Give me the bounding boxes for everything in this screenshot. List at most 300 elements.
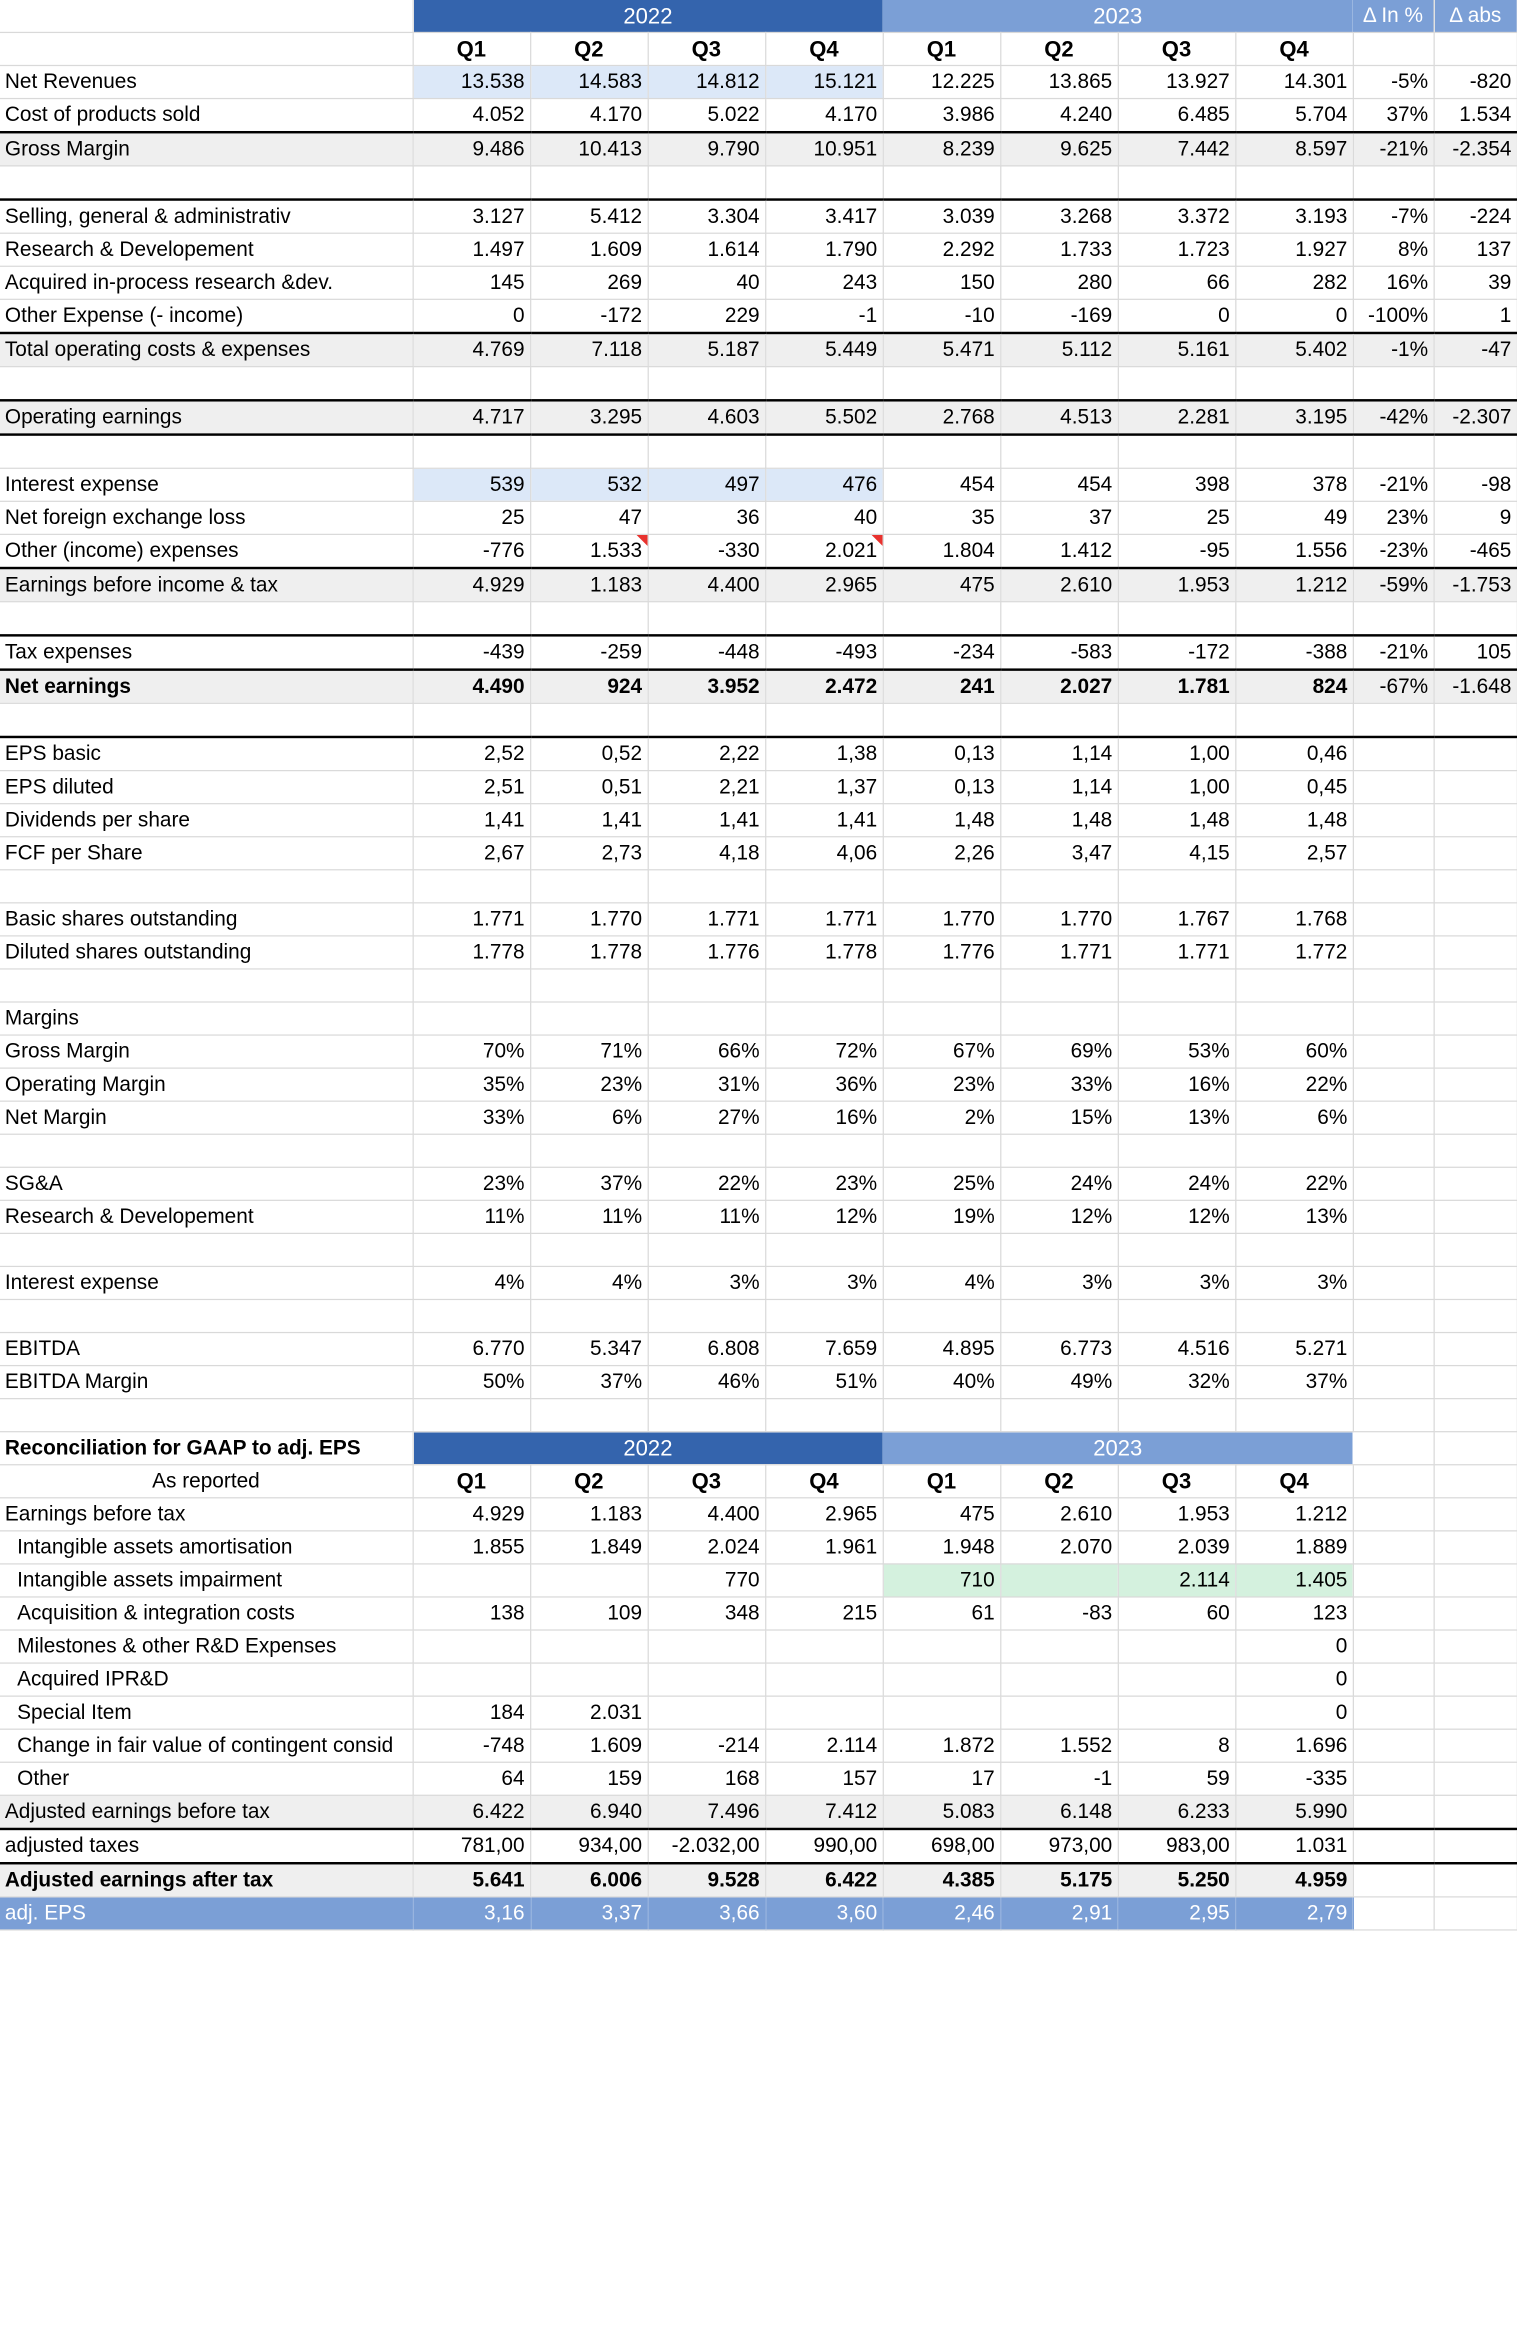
cell[interactable]: -47 — [1434, 333, 1517, 367]
cell[interactable] — [1434, 1432, 1517, 1465]
cell[interactable] — [0, 32, 413, 65]
cell[interactable] — [1353, 1167, 1434, 1200]
quarter-header[interactable]: Q4 — [765, 1465, 883, 1498]
cell[interactable] — [883, 1002, 1001, 1035]
cell[interactable] — [1434, 1696, 1517, 1729]
cell[interactable]: 0,45 — [1235, 771, 1353, 804]
cell[interactable] — [1434, 32, 1517, 65]
cell[interactable] — [1353, 1200, 1434, 1233]
cell[interactable]: -259 — [530, 635, 648, 669]
quarter-header[interactable]: Q1 — [883, 32, 1001, 65]
cell[interactable] — [1434, 1101, 1517, 1134]
cell[interactable]: 3.417 — [765, 200, 883, 234]
cell[interactable]: -234 — [883, 635, 1001, 669]
cell[interactable]: 2,46 — [883, 1897, 1001, 1930]
cell[interactable]: 532 — [530, 468, 648, 501]
cell[interactable]: -7% — [1353, 200, 1434, 234]
cell[interactable] — [1235, 1233, 1353, 1266]
cell[interactable]: 0 — [413, 299, 531, 333]
cell[interactable]: 934,00 — [530, 1829, 648, 1863]
cell[interactable]: 3.039 — [883, 200, 1001, 234]
cell[interactable]: 11% — [530, 1200, 648, 1233]
cell[interactable] — [1434, 1564, 1517, 1597]
cell[interactable]: 33% — [413, 1101, 531, 1134]
cell[interactable]: 9.528 — [648, 1863, 766, 1897]
cell[interactable] — [1235, 367, 1353, 401]
cell[interactable] — [1118, 166, 1236, 200]
cell[interactable]: 0 — [1118, 299, 1236, 333]
cell[interactable] — [765, 703, 883, 737]
quarter-header[interactable]: Q4 — [1235, 32, 1353, 65]
cell[interactable]: 24% — [1000, 1167, 1118, 1200]
cell[interactable]: 6.148 — [1000, 1795, 1118, 1829]
cell[interactable] — [1000, 1134, 1118, 1167]
cell[interactable]: 59 — [1118, 1762, 1236, 1795]
cell[interactable] — [413, 1002, 531, 1035]
recon-title[interactable]: Reconciliation for GAAP to adj. EPS — [0, 1432, 413, 1465]
cell[interactable]: 0,13 — [883, 737, 1001, 771]
cell[interactable] — [413, 367, 531, 401]
quarter-header[interactable]: Q4 — [1235, 1465, 1353, 1498]
cell[interactable] — [413, 1663, 531, 1696]
cell[interactable] — [1118, 1696, 1236, 1729]
cell[interactable]: 5.271 — [1235, 1333, 1353, 1366]
cell[interactable]: 1.790 — [765, 233, 883, 266]
cell[interactable]: 1.031 — [1235, 1829, 1353, 1863]
row-label[interactable]: SG&A — [0, 1167, 413, 1200]
cell[interactable] — [765, 166, 883, 200]
cell[interactable] — [1434, 771, 1517, 804]
row-label[interactable]: Net foreign exchange loss — [0, 501, 413, 534]
cell[interactable]: 476 — [765, 468, 883, 501]
cell[interactable]: 1.855 — [413, 1531, 531, 1564]
cell[interactable] — [1353, 1399, 1434, 1432]
recon-year-2023-header[interactable]: 2023 — [883, 1432, 1353, 1465]
cell[interactable] — [1434, 936, 1517, 969]
cell[interactable]: -1.753 — [1434, 568, 1517, 602]
cell[interactable] — [1434, 1167, 1517, 1200]
cell[interactable] — [1434, 1597, 1517, 1630]
cell[interactable] — [648, 1002, 766, 1035]
cell[interactable]: 2.031 — [530, 1696, 648, 1729]
cell[interactable]: 0 — [1235, 299, 1353, 333]
row-label[interactable]: Earnings before tax — [0, 1498, 413, 1531]
cell[interactable]: -388 — [1235, 635, 1353, 669]
cell[interactable]: 16% — [1353, 266, 1434, 299]
cell[interactable] — [530, 870, 648, 903]
cell[interactable] — [1353, 1795, 1434, 1829]
row-label[interactable]: Diluted shares outstanding — [0, 936, 413, 969]
cell[interactable] — [1235, 969, 1353, 1002]
cell[interactable] — [1434, 870, 1517, 903]
cell[interactable]: 5.250 — [1118, 1863, 1236, 1897]
cell[interactable]: 215 — [765, 1597, 883, 1630]
delta-pct-header[interactable]: Δ In % — [1353, 0, 1434, 32]
cell[interactable] — [1434, 1399, 1517, 1432]
cell[interactable]: 5.412 — [530, 200, 648, 234]
cell[interactable] — [883, 435, 1001, 469]
cell[interactable] — [530, 1399, 648, 1432]
cell[interactable]: 1.778 — [530, 936, 648, 969]
row-label[interactable]: Cost of products sold — [0, 99, 413, 133]
cell[interactable] — [1434, 435, 1517, 469]
cell[interactable]: 973,00 — [1000, 1829, 1118, 1863]
cell[interactable] — [648, 1696, 766, 1729]
row-label[interactable]: Acquisition & integration costs — [0, 1597, 413, 1630]
cell[interactable]: 12% — [765, 1200, 883, 1233]
cell[interactable]: 4% — [883, 1266, 1001, 1299]
cell[interactable]: 5.990 — [1235, 1795, 1353, 1829]
cell[interactable] — [765, 1299, 883, 1332]
cell[interactable]: 24% — [1118, 1167, 1236, 1200]
cell[interactable]: 3% — [1118, 1266, 1236, 1299]
cell[interactable] — [648, 1399, 766, 1432]
cell[interactable]: -214 — [648, 1729, 766, 1762]
cell[interactable]: -330 — [648, 534, 766, 568]
cell[interactable]: 1.776 — [648, 936, 766, 969]
cell[interactable] — [648, 1299, 766, 1332]
cell[interactable]: 4% — [413, 1266, 531, 1299]
cell[interactable]: 1,41 — [530, 804, 648, 837]
cell[interactable] — [648, 870, 766, 903]
cell[interactable]: -493 — [765, 635, 883, 669]
cell[interactable]: 824 — [1235, 670, 1353, 704]
row-label[interactable]: Intangible assets impairment — [0, 1564, 413, 1597]
cell[interactable]: -5% — [1353, 65, 1434, 98]
cell[interactable]: 4.170 — [765, 99, 883, 133]
cell[interactable]: 4.929 — [413, 1498, 531, 1531]
cell[interactable] — [530, 1002, 648, 1035]
row-label[interactable]: Acquired in-process research &dev. — [0, 266, 413, 299]
cell[interactable] — [1434, 1068, 1517, 1101]
cell[interactable]: 5.187 — [648, 333, 766, 367]
cell[interactable] — [1353, 1465, 1434, 1498]
cell[interactable]: 475 — [883, 1498, 1001, 1531]
cell[interactable]: -1.648 — [1434, 670, 1517, 704]
cell[interactable]: 12% — [1000, 1200, 1118, 1233]
cell[interactable]: 1,48 — [1000, 804, 1118, 837]
cell[interactable]: 2.070 — [1000, 1531, 1118, 1564]
cell[interactable]: 150 — [883, 266, 1001, 299]
cell[interactable]: 11% — [413, 1200, 531, 1233]
cell[interactable]: 1,41 — [648, 804, 766, 837]
cell[interactable] — [1118, 969, 1236, 1002]
cell[interactable]: 184 — [413, 1696, 531, 1729]
cell[interactable]: 37% — [1235, 1366, 1353, 1399]
cell[interactable] — [1353, 1266, 1434, 1299]
cell[interactable] — [1353, 602, 1434, 636]
cell[interactable] — [1434, 1630, 1517, 1663]
cell[interactable] — [1434, 1829, 1517, 1863]
cell[interactable]: 4.400 — [648, 568, 766, 602]
cell[interactable] — [1353, 771, 1434, 804]
cell[interactable] — [1118, 602, 1236, 636]
cell[interactable]: 5.112 — [1000, 333, 1118, 367]
cell[interactable]: 3.268 — [1000, 200, 1118, 234]
cell[interactable] — [1000, 602, 1118, 636]
cell[interactable]: 2,51 — [413, 771, 531, 804]
cell[interactable] — [1000, 969, 1118, 1002]
quarter-header[interactable]: Q3 — [648, 1465, 766, 1498]
cell[interactable] — [1000, 435, 1118, 469]
cell[interactable]: 0,51 — [530, 771, 648, 804]
cell[interactable]: 2,26 — [883, 837, 1001, 870]
cell[interactable] — [883, 166, 1001, 200]
cell[interactable]: 15.121 — [765, 65, 883, 98]
cell[interactable]: 1.953 — [1118, 1498, 1236, 1531]
cell[interactable] — [1434, 1729, 1517, 1762]
cell[interactable] — [1000, 870, 1118, 903]
cell[interactable]: 781,00 — [413, 1829, 531, 1863]
cell[interactable]: 61 — [883, 1597, 1001, 1630]
cell[interactable]: 13.865 — [1000, 65, 1118, 98]
cell[interactable]: 2.610 — [1000, 568, 1118, 602]
cell[interactable] — [530, 435, 648, 469]
cell[interactable]: 0,52 — [530, 737, 648, 771]
cell[interactable] — [413, 870, 531, 903]
cell[interactable]: 3.195 — [1235, 400, 1353, 434]
cell[interactable]: 1,48 — [1118, 804, 1236, 837]
cell[interactable] — [1434, 1333, 1517, 1366]
cell[interactable]: 2.965 — [765, 1498, 883, 1531]
row-label[interactable]: EBITDA Margin — [0, 1366, 413, 1399]
cell[interactable]: -1 — [765, 299, 883, 333]
cell[interactable] — [1353, 1663, 1434, 1696]
cell[interactable] — [1434, 703, 1517, 737]
cell[interactable]: 10.951 — [765, 132, 883, 166]
cell[interactable]: 539 — [413, 468, 531, 501]
cell[interactable] — [1434, 1200, 1517, 1233]
cell[interactable]: 4,15 — [1118, 837, 1236, 870]
cell[interactable] — [0, 969, 413, 1002]
cell[interactable]: 33% — [1000, 1068, 1118, 1101]
row-label[interactable]: EPS basic — [0, 737, 413, 771]
cell[interactable] — [413, 1630, 531, 1663]
cell[interactable]: 9.625 — [1000, 132, 1118, 166]
cell[interactable]: 1.771 — [413, 903, 531, 936]
cell[interactable]: 2.114 — [765, 1729, 883, 1762]
cell[interactable]: 1.212 — [1235, 568, 1353, 602]
cell[interactable]: 7.442 — [1118, 132, 1236, 166]
cell[interactable]: -820 — [1434, 65, 1517, 98]
cell[interactable]: 2,91 — [1000, 1897, 1118, 1930]
cell[interactable]: 37% — [530, 1167, 648, 1200]
cell[interactable]: 7.118 — [530, 333, 648, 367]
cell[interactable] — [1000, 1002, 1118, 1035]
cell[interactable]: 3% — [648, 1266, 766, 1299]
cell[interactable]: 454 — [883, 468, 1001, 501]
cell[interactable] — [883, 1299, 1001, 1332]
cell[interactable]: 5.402 — [1235, 333, 1353, 367]
cell[interactable]: 698,00 — [883, 1829, 1001, 1863]
cell[interactable]: 3,16 — [413, 1897, 531, 1930]
cell[interactable]: 49% — [1000, 1366, 1118, 1399]
cell[interactable]: 5.022 — [648, 99, 766, 133]
cell[interactable] — [1434, 1498, 1517, 1531]
cell[interactable]: 37% — [530, 1366, 648, 1399]
row-label[interactable]: Basic shares outstanding — [0, 903, 413, 936]
cell[interactable] — [648, 1663, 766, 1696]
cell[interactable] — [648, 1630, 766, 1663]
cell[interactable]: 2.281 — [1118, 400, 1236, 434]
cell[interactable]: 1.552 — [1000, 1729, 1118, 1762]
cell[interactable]: 990,00 — [765, 1829, 883, 1863]
cell[interactable] — [1353, 1597, 1434, 1630]
cell[interactable]: 348 — [648, 1597, 766, 1630]
cell[interactable]: 4,18 — [648, 837, 766, 870]
cell[interactable]: 13.927 — [1118, 65, 1236, 98]
cell[interactable] — [1434, 837, 1517, 870]
cell[interactable]: 47 — [530, 501, 648, 534]
row-label[interactable]: Other (income) expenses — [0, 534, 413, 568]
cell[interactable] — [1235, 1134, 1353, 1167]
cell[interactable] — [1235, 602, 1353, 636]
cell[interactable]: 229 — [648, 299, 766, 333]
cell[interactable] — [1353, 1366, 1434, 1399]
cell[interactable] — [1353, 1068, 1434, 1101]
cell[interactable] — [413, 1564, 531, 1597]
section-label[interactable]: Margins — [0, 1002, 413, 1035]
cell[interactable] — [648, 1134, 766, 1167]
cell[interactable] — [1434, 969, 1517, 1002]
cell[interactable]: 2,95 — [1118, 1897, 1236, 1930]
cell[interactable] — [883, 367, 1001, 401]
cell[interactable]: 0 — [1235, 1696, 1353, 1729]
cell[interactable]: 105 — [1434, 635, 1517, 669]
cell[interactable]: 3,47 — [1000, 837, 1118, 870]
cell[interactable]: 2.768 — [883, 400, 1001, 434]
cell[interactable] — [1434, 1366, 1517, 1399]
cell[interactable] — [0, 1399, 413, 1432]
cell-with-comment[interactable]: 2.021 — [765, 534, 883, 568]
cell[interactable]: 1.776 — [883, 936, 1001, 969]
cell[interactable]: 25% — [883, 1167, 1001, 1200]
cell[interactable] — [1353, 1829, 1434, 1863]
row-label[interactable]: EBITDA — [0, 1333, 413, 1366]
row-label[interactable]: Adjusted earnings before tax — [0, 1795, 413, 1829]
cell[interactable]: 6.422 — [413, 1795, 531, 1829]
cell[interactable] — [530, 703, 648, 737]
cell[interactable] — [1434, 1897, 1517, 1930]
cell[interactable]: 12.225 — [883, 65, 1001, 98]
cell[interactable] — [1353, 367, 1434, 401]
cell[interactable] — [648, 435, 766, 469]
quarter-header[interactable]: Q2 — [1000, 1465, 1118, 1498]
cell[interactable]: -776 — [413, 534, 531, 568]
cell[interactable] — [530, 1630, 648, 1663]
cell[interactable]: 37% — [1353, 99, 1434, 133]
cell[interactable]: 1 — [1434, 299, 1517, 333]
cell[interactable]: 1.614 — [648, 233, 766, 266]
year-2023-header[interactable]: 2023 — [883, 0, 1353, 32]
cell[interactable] — [648, 367, 766, 401]
cell[interactable]: 1.497 — [413, 233, 531, 266]
cell[interactable]: 1.771 — [648, 903, 766, 936]
cell[interactable] — [1118, 1630, 1236, 1663]
quarter-header[interactable]: Q3 — [648, 32, 766, 65]
cell[interactable] — [883, 1399, 1001, 1432]
cell[interactable]: 1.778 — [765, 936, 883, 969]
row-label[interactable]: FCF per Share — [0, 837, 413, 870]
cell[interactable]: 40 — [648, 266, 766, 299]
row-label[interactable]: Interest expense — [0, 468, 413, 501]
cell[interactable]: 31% — [648, 1068, 766, 1101]
row-label[interactable]: Earnings before income & tax — [0, 568, 413, 602]
cell[interactable]: 4.516 — [1118, 1333, 1236, 1366]
row-label[interactable]: Milestones & other R&D Expenses — [0, 1630, 413, 1663]
cell[interactable] — [1434, 1663, 1517, 1696]
cell[interactable]: 1.556 — [1235, 534, 1353, 568]
cell[interactable]: 8 — [1118, 1729, 1236, 1762]
cell[interactable]: 1.772 — [1235, 936, 1353, 969]
cell[interactable] — [0, 367, 413, 401]
quarter-header[interactable]: Q1 — [413, 32, 531, 65]
cell[interactable]: 454 — [1000, 468, 1118, 501]
cell[interactable]: 36 — [648, 501, 766, 534]
cell[interactable]: -21% — [1353, 468, 1434, 501]
cell[interactable]: 1.183 — [530, 1498, 648, 1531]
row-label[interactable]: Special Item — [0, 1696, 413, 1729]
cell[interactable]: 2,79 — [1235, 1897, 1353, 1930]
cell[interactable] — [1434, 1531, 1517, 1564]
cell[interactable] — [883, 1630, 1001, 1663]
cell[interactable]: 6% — [1235, 1101, 1353, 1134]
cell[interactable]: 23% — [883, 1068, 1001, 1101]
cell[interactable]: -21% — [1353, 635, 1434, 669]
cell[interactable]: 3% — [1235, 1266, 1353, 1299]
cell[interactable]: 1,00 — [1118, 771, 1236, 804]
row-label[interactable]: Net Margin — [0, 1101, 413, 1134]
cell[interactable] — [1353, 1564, 1434, 1597]
cell[interactable]: 22% — [648, 1167, 766, 1200]
cell[interactable]: 5.175 — [1000, 1863, 1118, 1897]
cell[interactable]: 1.889 — [1235, 1531, 1353, 1564]
cell[interactable] — [1353, 1696, 1434, 1729]
cell[interactable] — [1353, 1002, 1434, 1035]
cell[interactable]: 6.808 — [648, 1333, 766, 1366]
cell[interactable] — [530, 1564, 648, 1597]
cell[interactable]: -748 — [413, 1729, 531, 1762]
cell[interactable] — [1434, 1863, 1517, 1897]
cell[interactable]: 4% — [530, 1266, 648, 1299]
cell[interactable] — [0, 1233, 413, 1266]
cell[interactable]: 1.534 — [1434, 99, 1517, 133]
cell[interactable]: 4.490 — [413, 670, 531, 704]
cell[interactable] — [1000, 1564, 1118, 1597]
cell[interactable] — [1353, 32, 1434, 65]
cell[interactable]: 19% — [883, 1200, 1001, 1233]
cell[interactable] — [1000, 1233, 1118, 1266]
cell[interactable]: 5.083 — [883, 1795, 1001, 1829]
cell[interactable]: -465 — [1434, 534, 1517, 568]
cell[interactable]: 1,41 — [413, 804, 531, 837]
cell[interactable]: 6.006 — [530, 1863, 648, 1897]
cell[interactable] — [1434, 1795, 1517, 1829]
cell[interactable]: 269 — [530, 266, 648, 299]
cell[interactable]: 5.704 — [1235, 99, 1353, 133]
cell[interactable]: 60% — [1235, 1035, 1353, 1068]
cell[interactable]: -2.032,00 — [648, 1829, 766, 1863]
cell[interactable]: 72% — [765, 1035, 883, 1068]
cell[interactable]: 1,37 — [765, 771, 883, 804]
cell[interactable] — [1434, 602, 1517, 636]
cell[interactable]: 3,60 — [765, 1897, 883, 1930]
cell[interactable] — [1434, 804, 1517, 837]
row-label[interactable]: Dividends per share — [0, 804, 413, 837]
cell[interactable]: 6.233 — [1118, 1795, 1236, 1829]
cell[interactable] — [0, 1134, 413, 1167]
cell[interactable]: 4.400 — [648, 1498, 766, 1531]
